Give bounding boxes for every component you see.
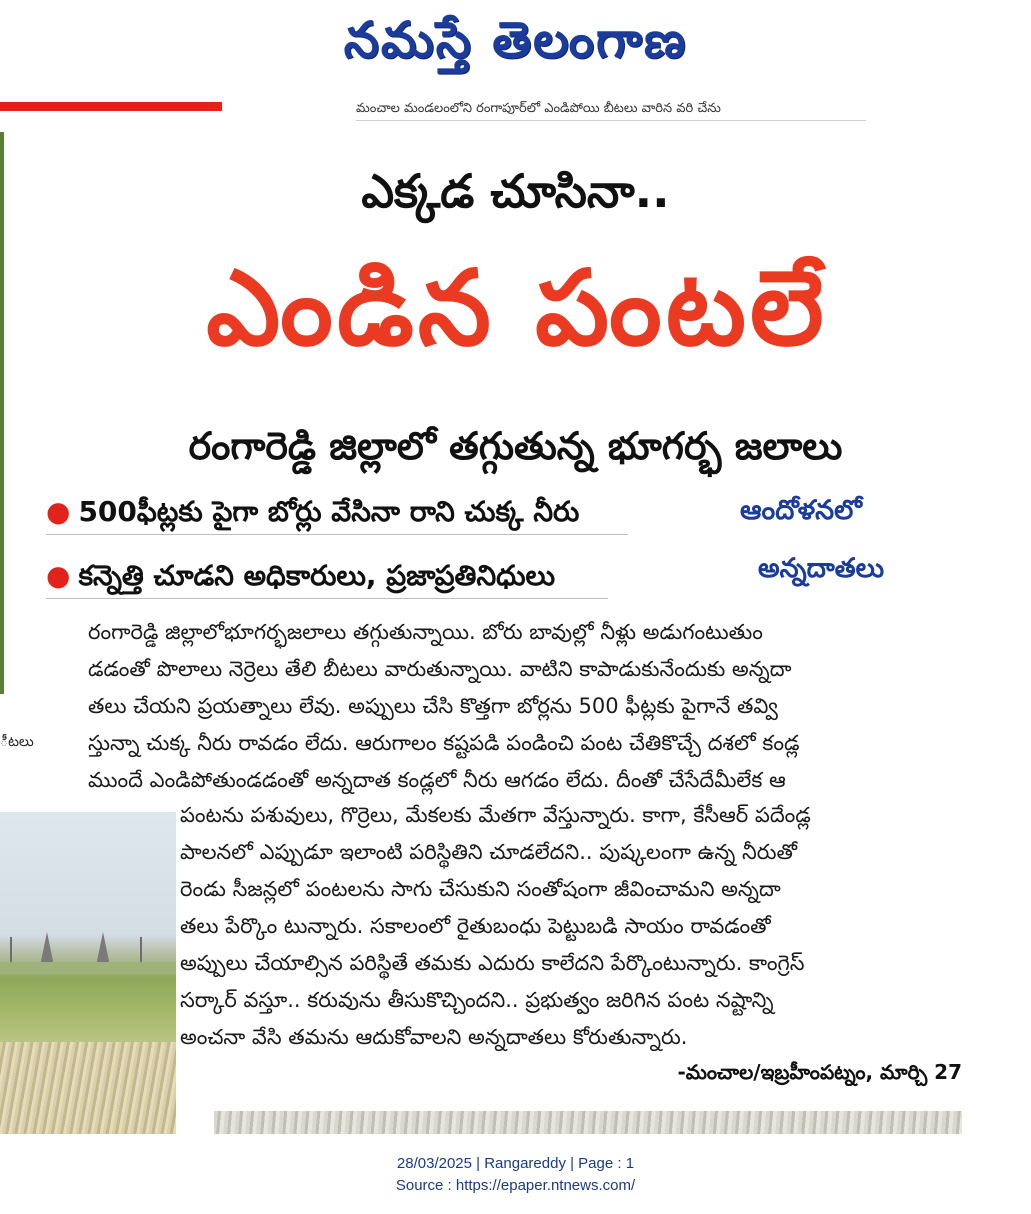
article-headline: ఎండిన పంటలే (206, 247, 828, 369)
bullet-dot-icon: ● (46, 495, 71, 528)
dried-crop-photo (0, 812, 176, 1134)
photo-caption: మంచాల మండలంలోని రంగాపూర్‌లో ఎండిపోయి బీటలు వారిన వరి చేను (356, 100, 866, 121)
article-dateline: -మంచాల/ఇబ్రహీంపట్నం, మార్చి 27 (677, 1060, 962, 1084)
body-line: పాలనలో ఎప్పుడూ ఇలాంటి పరిస్థితిని చూడలేదని.. పుష్కలంగా ఉన్న నీరుతో (180, 840, 797, 864)
power-pylon-icon (96, 932, 110, 966)
body-line: అంచనా వేసి తమను ఆదుకోవాలని అన్నదాతలు కోరుతున్నారు. (180, 1025, 688, 1049)
article-body-bottom (180, 797, 965, 1056)
bottom-photo-strip (214, 1111, 962, 1134)
photo-field-band (0, 962, 176, 974)
body-line: ముందే ఎండిపోతుండడంతో అన్నదాత కండ్లలో నీరు ఆగడం లేదు. దీంతో చేసేదేమీలేక ఆ (88, 768, 786, 792)
body-line: సర్కార్ వస్తూ.. కరువును తీసుకొచ్చిందని.. ప్రభుత్వం జరిగిన పంట నష్టాన్ని (180, 988, 774, 1012)
left-edge-text: ీటలు (0, 734, 34, 750)
body-line: తలు పేర్కొం టున్నారు. సకాలంలో రైతుబంధు పెట్టుబడి సాయం రావడంతో (180, 914, 771, 938)
body-line: పంటను పశువులు, గొర్రెలు, మేకలకు మేతగా వేస్తున్నారు. కాగా, కేసీఆర్ పదేండ్ల (180, 803, 811, 827)
article-body-top (88, 614, 965, 799)
bullet-text: కన్నెత్తి చూడని అధికారులు, ప్రజాప్రతినిధులు (78, 559, 556, 592)
bullet-dot-icon: ● (46, 559, 71, 592)
article-subhead: రంగారెడ్డి జిల్లాలో తగ్గుతున్న భూగర్భ జలాలు (188, 424, 843, 468)
side-tag: అన్నదాతలు (758, 553, 885, 584)
footer-date-edition: 28/03/2025 | Rangareddy | Page : 1 (396, 1155, 635, 1172)
pole-icon (140, 937, 142, 963)
body-line: అప్పులు చేయాల్సిన పరిస్థితే తమకు ఎదురు కాలేదని పేర్కొంటున్నారు. కాంగ్రెస్ (180, 951, 805, 975)
body-line: తలు చేయని ప్రయత్నాలు లేవు. అప్పులు చేసి కొత్తగా బోర్లను 500 ఫీట్లకు పైగానే తవ్వి (88, 694, 778, 718)
photo-crop-stalks (0, 1042, 176, 1134)
side-tag: ఆందోళనలో (740, 495, 862, 526)
bullet-point (46, 554, 608, 599)
body-line: డడంతో పొలాలు నెర్రెలు తేలి బీటలు వారుతున్నాయి. వాటిని కాపాడుకునేందుకు అన్నదా (88, 657, 792, 681)
body-line: స్తున్నా చుక్క నీరు రావడం లేదు. ఆరుగాలం కష్టపడి పండించి పంట చేతికొచ్చే దశలో కండ్ల (88, 731, 800, 755)
bullet-point (46, 490, 628, 535)
bullet-text: 500ఫీట్లకు పైగా బోర్లు వేసినా రాని చుక్క నీరు (78, 495, 580, 528)
power-pylon-icon (40, 932, 54, 966)
red-rule-divider (0, 102, 222, 111)
body-line: రంగారెడ్డి జిల్లాలోభూగర్భజలాలు తగ్గుతున్నాయి. బోరు బావుల్లో నీళ్లు అడుగంటుతుం (88, 620, 763, 644)
article-kicker: ఎక్కడ చూసినా.. (361, 164, 670, 218)
pole-icon (10, 937, 12, 963)
body-line: రెండు సీజన్లలో పంటలను సాగు చేసుకుని సంతోషంగా జీవించామని అన్నదా (180, 877, 781, 901)
masthead-logo: నమస్తే తెలంగాణ (343, 10, 688, 69)
footer-source-link[interactable]: Source : https://epaper.ntnews.com/ (395, 1177, 636, 1194)
